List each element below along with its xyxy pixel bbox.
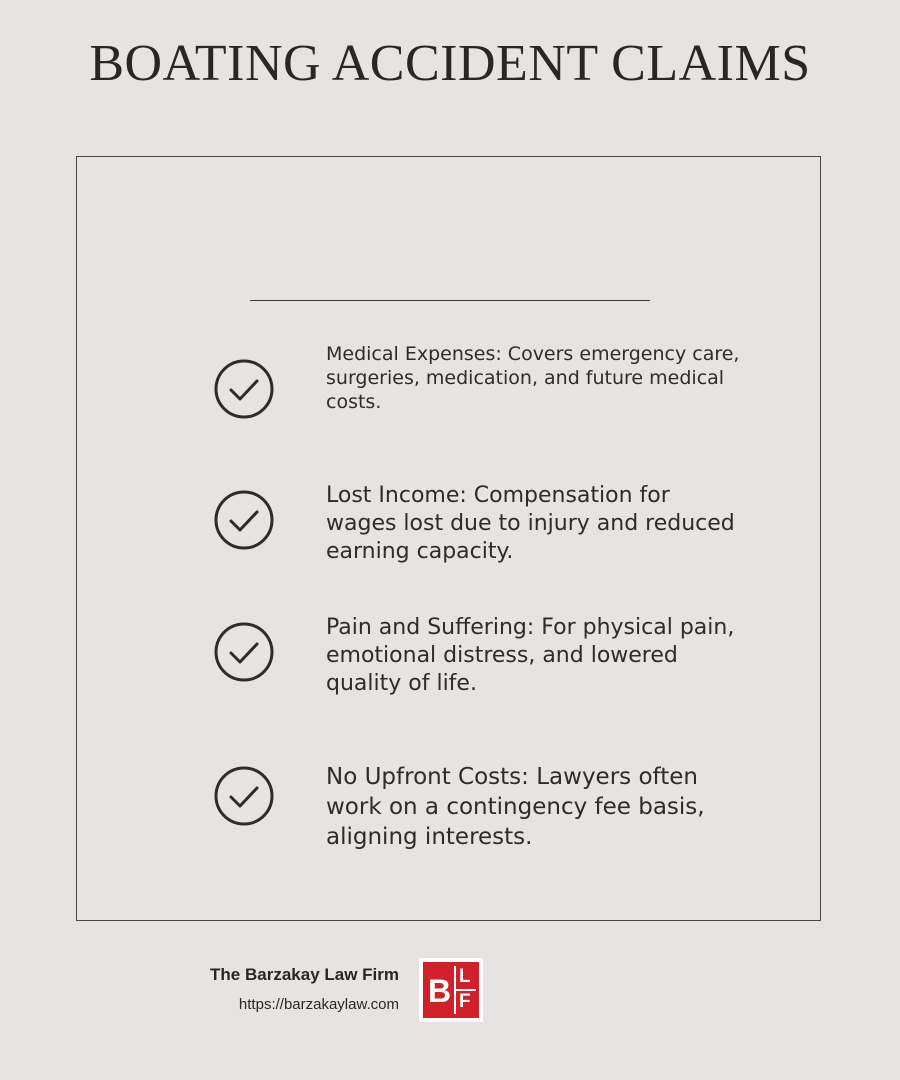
check-circle-icon bbox=[213, 489, 275, 551]
check-circle-icon bbox=[213, 765, 275, 827]
benefit-text: Lost Income: Compensation for wages lost due to injury and reduced earning capacity. bbox=[326, 483, 735, 564]
benefit-text: Pain and Suffering: For physical pain, emotional distress, and lowered quality of life. bbox=[326, 615, 735, 696]
logo-letter-f: F bbox=[459, 991, 471, 1012]
firm-logo bbox=[419, 958, 483, 1022]
logo-badge bbox=[423, 962, 479, 1018]
benefit-item-costs bbox=[213, 762, 753, 862]
firm-name: The Barzakay Law Firm bbox=[210, 965, 399, 984]
benefit-text: No Upfront Costs: Lawyers often work on a contingency fee basis, aligning interests. bbox=[326, 764, 705, 850]
benefit-text: Medical Expenses: Covers emergency care, surgeries, medication, and future medical costs. bbox=[326, 343, 740, 413]
logo-letter-l: L bbox=[459, 966, 471, 987]
logo-letter-b: B bbox=[428, 973, 452, 1009]
divider-line bbox=[250, 300, 650, 301]
check-circle-icon bbox=[213, 358, 275, 420]
page-title: BOATING ACCIDENT CLAIMS bbox=[89, 35, 811, 92]
benefits-panel bbox=[76, 156, 821, 921]
check-circle-icon bbox=[213, 621, 275, 683]
benefit-item-pain bbox=[213, 614, 753, 704]
firm-url-link[interactable]: https://barzakaylaw.com bbox=[238, 996, 399, 1013]
benefit-item-medical bbox=[213, 342, 753, 442]
benefit-item-income bbox=[213, 482, 753, 572]
